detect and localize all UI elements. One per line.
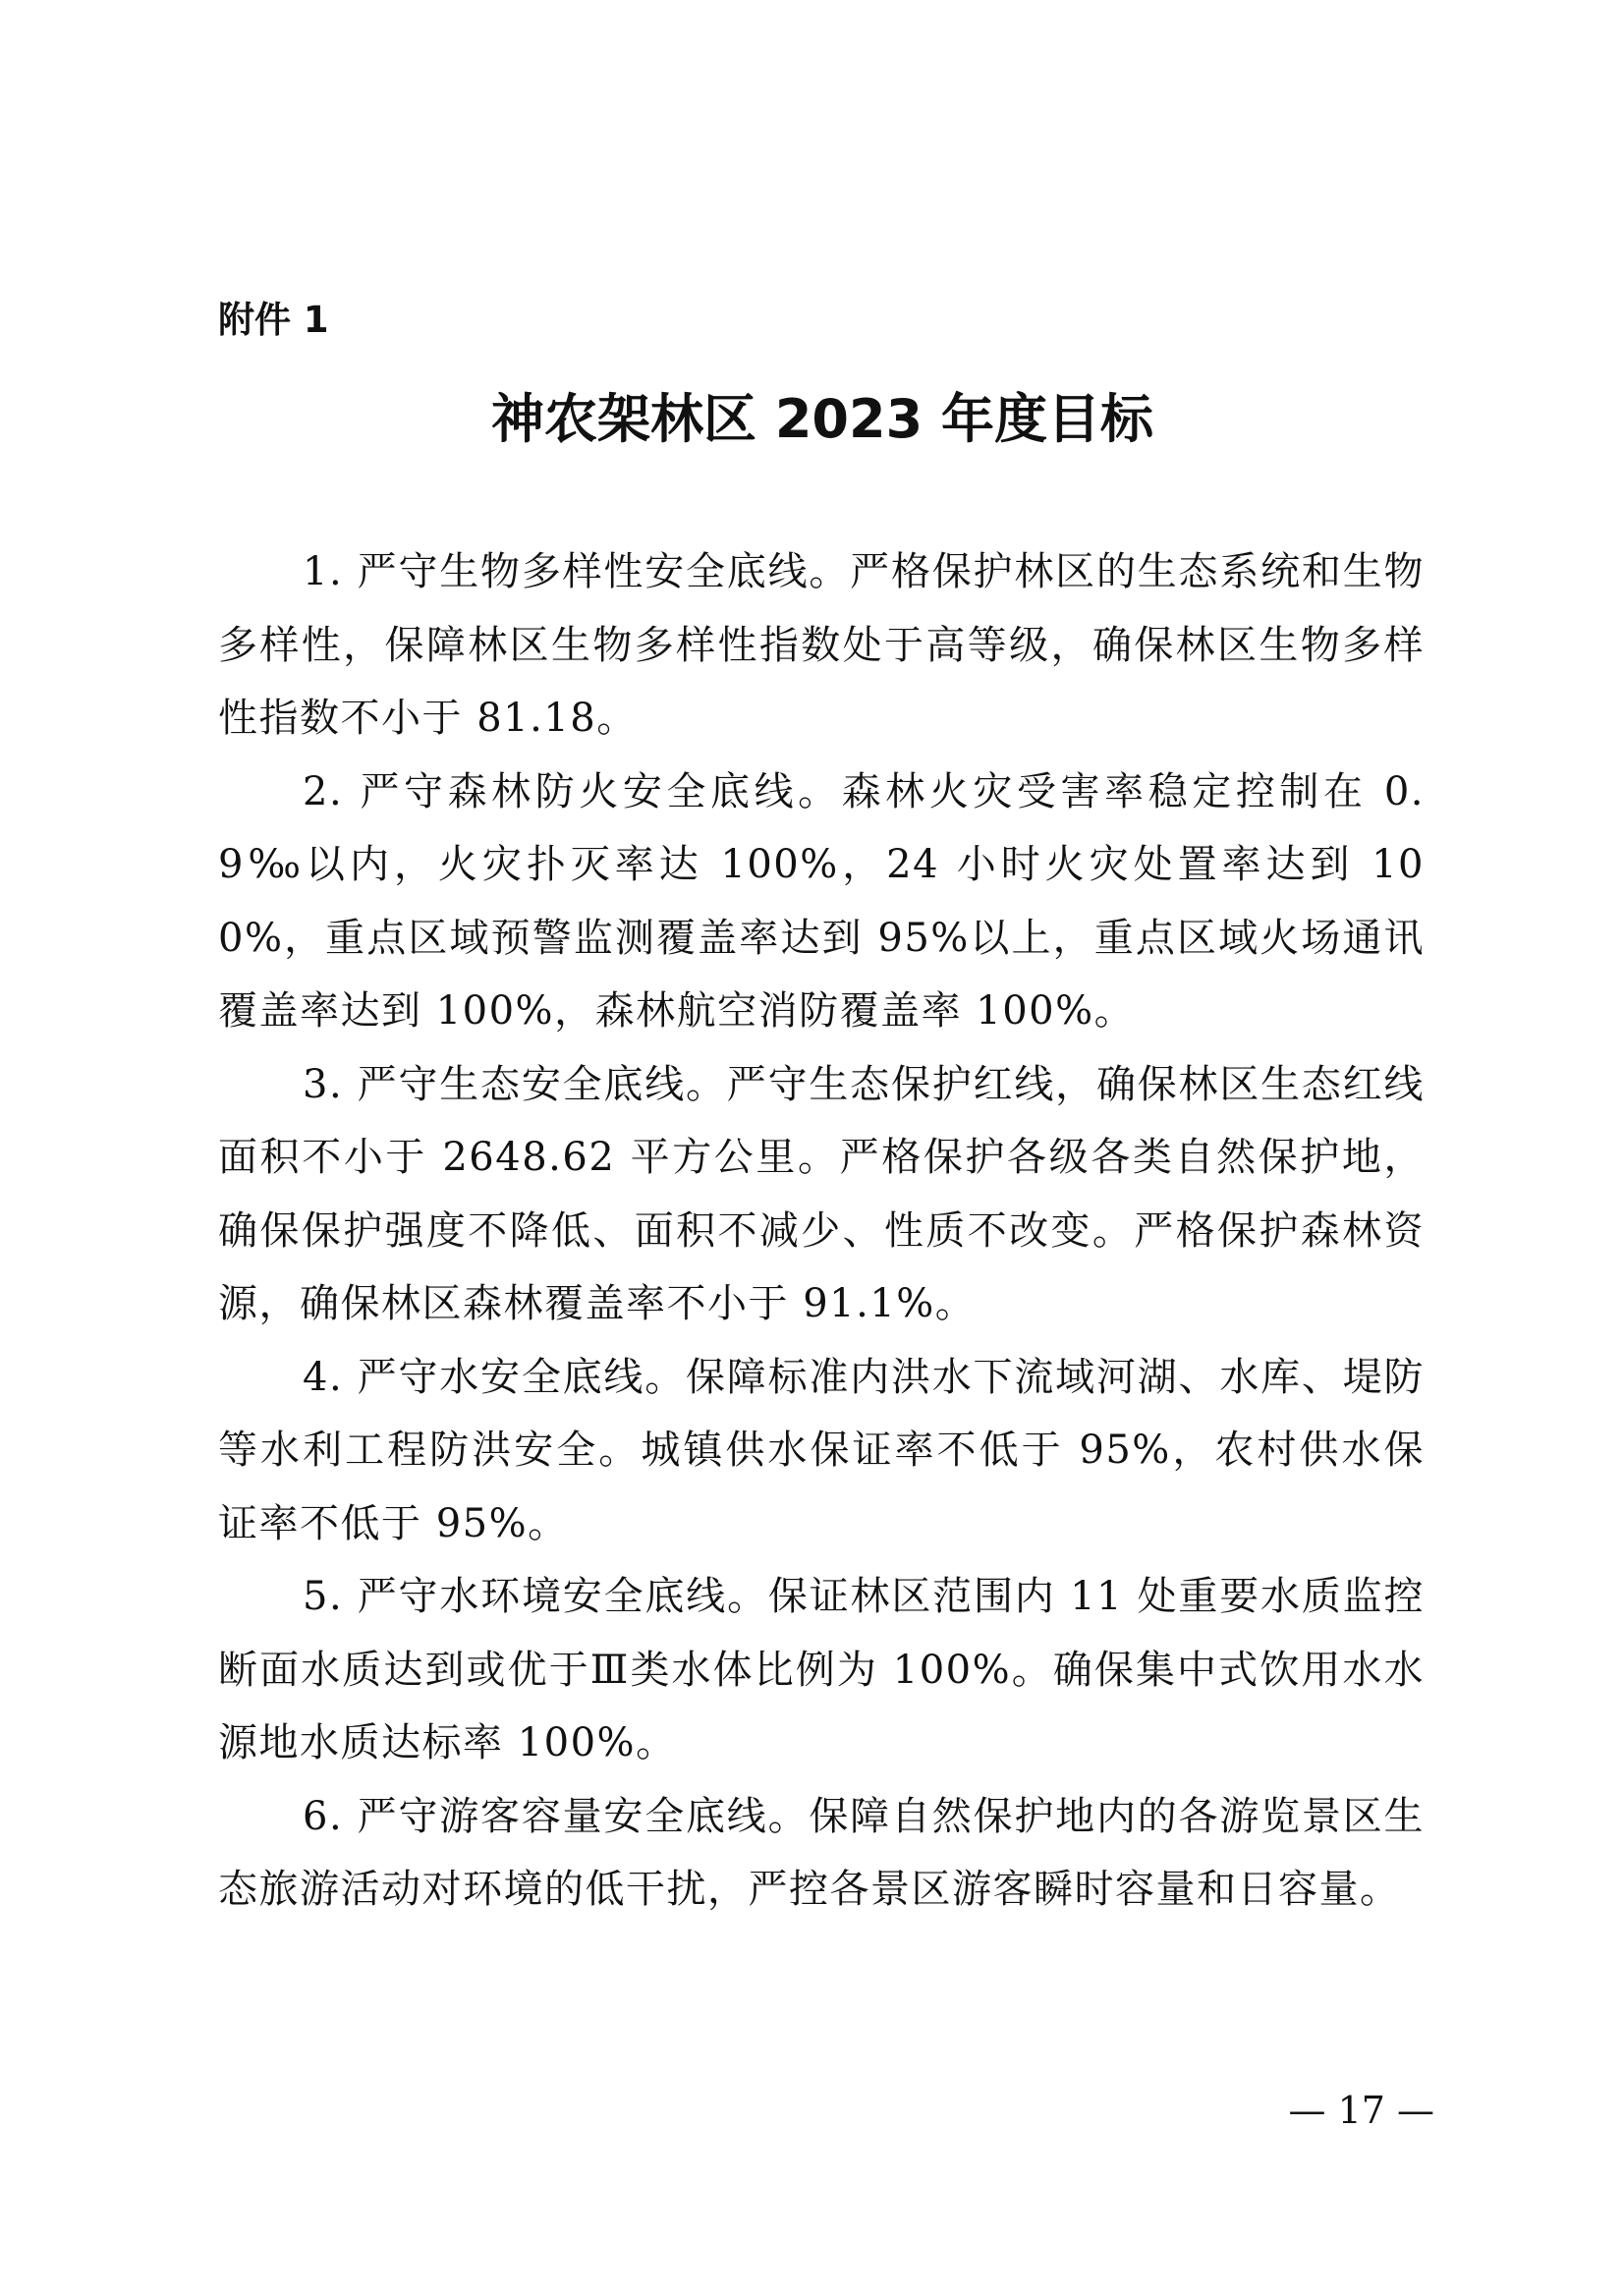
paragraph-biodiversity: 1. 严守生物多样性安全底线。严格保护林区的生态系统和生物多样性，保障林区生物多样性指数处于高等级，确保林区生物多样性指数不小于 81.18。	[218, 549, 1425, 741]
document-body	[218, 535, 1425, 1927]
document-title: 神农架林区 2023 年度目标	[491, 388, 1153, 450]
paragraph-ecological-safety: 3. 严守生态安全底线。严守生态保护红线，确保林区生态红线面积不小于 2648.62 平方公里。严格保护各级各类自然保护地，确保保护强度不降低、面积不减少、性质不改变。严格保护森林资源，确保林区森林覆盖率不小于 91.1%。	[218, 1061, 1425, 1326]
paragraph-water-environment: 5. 严守水环境安全底线。保证林区范围内 11 处重要水质监控断面水质达到或优于Ⅲ类水体比例为 100%。确保集中式饮用水水源地水质达标率 100%。	[218, 1574, 1425, 1765]
paragraph-fire-prevention: 2. 严守森林防火安全底线。森林火灾受害率稳定控制在 0.9‰以内，火灾扑灭率达 100%，24 小时火灾处置率达到 100%，重点区域预警监测覆盖率达到 95%以上，重点区域火场通讯覆盖率达到 100%，森林航空消防覆盖率 100%。	[218, 768, 1425, 1034]
paragraph-water-safety: 4. 严守水安全底线。保障标准内洪水下流域河湖、水库、堤防等水利工程防洪安全。城镇供水保证率不低于 95%，农村供水保证率不低于 95%。	[218, 1354, 1425, 1546]
paragraph-visitor-capacity: 6. 严守游客容量安全底线。保障自然保护地内的各游览景区生态旅游活动对环境的低干扰，严控各景区游客瞬时容量和日容量。	[218, 1793, 1425, 1912]
page-number: — 17 —	[1288, 2089, 1434, 2132]
attachment-label: 附件 1	[218, 299, 329, 341]
